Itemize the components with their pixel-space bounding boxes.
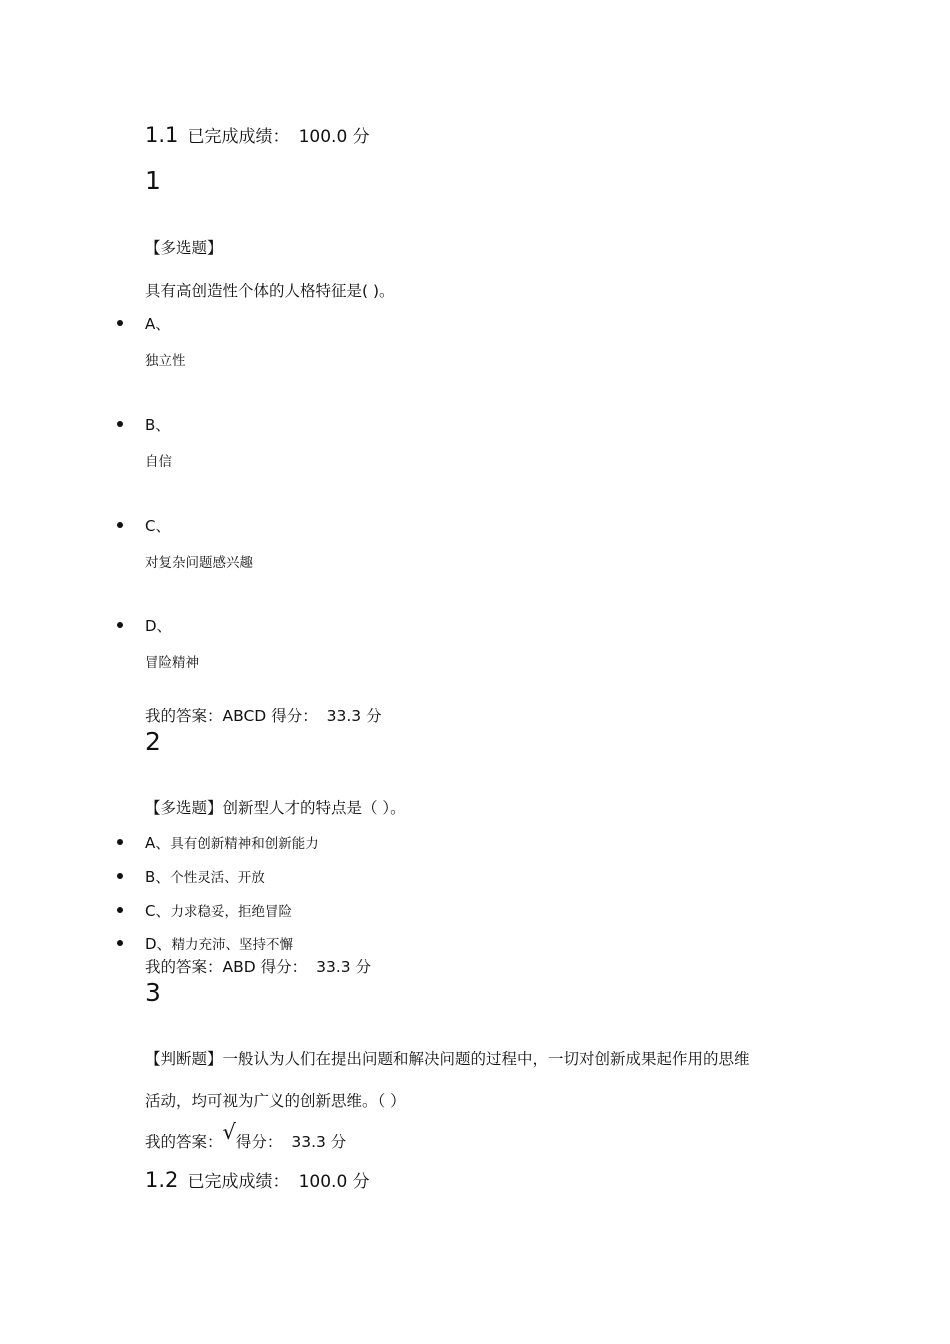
option-row — [145, 832, 319, 853]
answer-label: 我的答案： — [145, 1133, 223, 1151]
question-stem: 具有高创造性个体的人格特征是( )。 — [145, 282, 395, 300]
option-text: 独立性 — [145, 353, 186, 369]
answer-value: ABCD — [222, 707, 267, 725]
section-number: 1.1 — [145, 123, 179, 147]
section-number: 1.2 — [145, 1168, 179, 1192]
section-header — [145, 122, 370, 147]
bullet-icon — [117, 839, 123, 845]
option-letter: A、 — [145, 315, 171, 333]
option-row — [145, 933, 293, 954]
score-value: 33.3 分 — [326, 707, 382, 725]
bullet-icon — [117, 421, 123, 427]
check-mark: √ — [222, 1120, 236, 1144]
option-row — [145, 900, 292, 921]
bullet-icon — [117, 940, 123, 946]
option-text: 具有创新精神和创新能力 — [170, 836, 319, 852]
option-letter: D、 — [145, 935, 172, 953]
my-answer-line — [145, 955, 371, 977]
my-answer-line — [145, 704, 382, 726]
section-status: 已完成成绩： — [187, 1172, 290, 1192]
question-number: 3 — [145, 978, 161, 1007]
option-row — [145, 866, 265, 887]
question-number: 1 — [145, 166, 161, 195]
score-label: 得分： — [271, 707, 318, 725]
bullet-icon — [117, 873, 123, 879]
question-type: 【多选题】 — [145, 239, 223, 257]
option-text: 冒险精神 — [145, 655, 199, 671]
option-letter: A、 — [145, 834, 171, 852]
section-header — [145, 1167, 370, 1192]
question-stem: 【多选题】创新型人才的特点是（ ）。 — [145, 799, 406, 817]
score-label: 得分： — [235, 1133, 283, 1151]
bullet-icon — [117, 907, 123, 913]
answer-label: 我的答案： — [145, 707, 223, 725]
bullet-icon — [117, 622, 123, 628]
section-score: 100.0 分 — [298, 127, 370, 147]
section-score: 100.0 分 — [298, 1172, 370, 1192]
option-letter: C、 — [145, 902, 171, 920]
option-letter: B、 — [145, 868, 171, 886]
answer-label: 我的答案： — [145, 958, 223, 976]
question-stem-line: 活动，均可视为广义的创新思维。（ ） — [145, 1092, 406, 1110]
score-value: 33.3 分 — [291, 1133, 347, 1151]
option-text: 精力充沛、坚持不懈 — [171, 937, 294, 953]
option-letter: C、 — [145, 517, 171, 535]
question-stem-line: 【判断题】一般认为人们在提出问题和解决问题的过程中，一切对创新成果起作用的思维 — [145, 1050, 750, 1068]
option-text: 个性灵活、开放 — [170, 870, 265, 886]
score-label: 得分： — [260, 958, 308, 976]
score-value: 33.3 分 — [316, 958, 372, 976]
option-letter: B、 — [145, 416, 171, 434]
option-text: 力求稳妥，拒绝冒险 — [170, 904, 292, 920]
my-answer-line — [145, 1120, 347, 1152]
option-letter: D、 — [145, 617, 172, 635]
option-text: 自信 — [145, 454, 172, 470]
option-text: 对复杂问题感兴趣 — [145, 555, 253, 571]
bullet-icon — [117, 522, 123, 528]
bullet-icon — [117, 320, 123, 326]
section-status: 已完成成绩： — [187, 127, 290, 147]
question-number: 2 — [145, 727, 161, 756]
answer-value: ABD — [222, 958, 256, 976]
